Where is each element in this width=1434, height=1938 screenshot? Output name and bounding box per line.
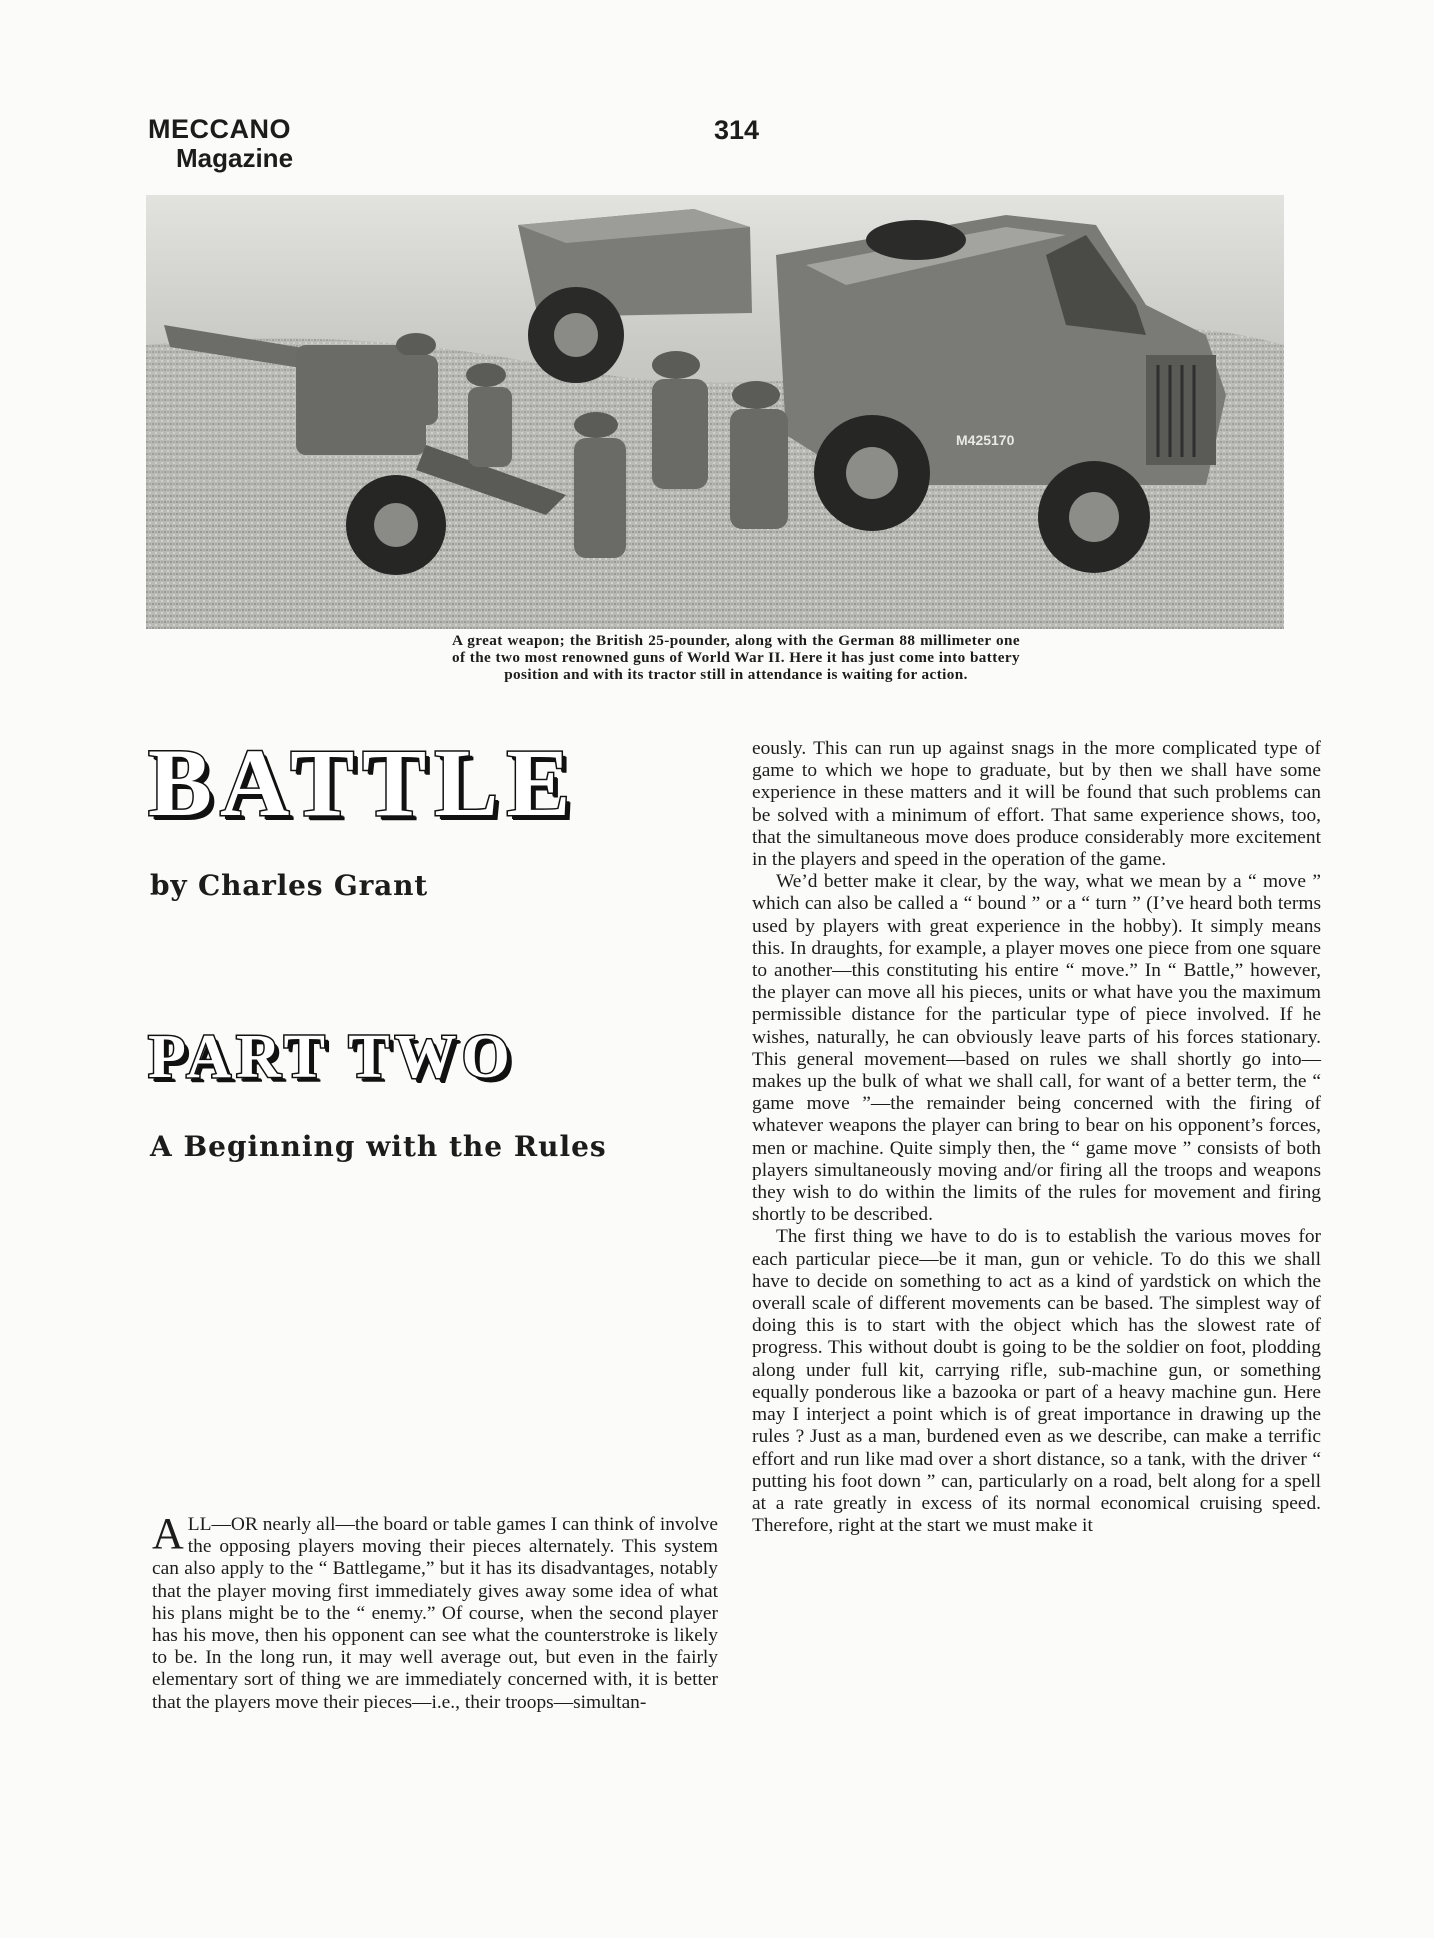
paragraph: We’d better make it clear, by the way, what we mean by a “ move ” which can also be called a “ bound ” or a “ turn ” (I’ve heard both terms used by players with great experience in the hobby). It simply means this. In draughts, for example, a player moves one piece from one square to another—this constituting his entire “ move.” In “ Battle,” however, the player can move all his pieces, units or what have you the maximum permissible distance for the particular type of piece involved. If he wishes, naturally, he can obviously leave parts of his forces stationary. This general movement—based on rules we shall shortly go into—makes up the bulk of what we shall call, for want of a better term, the “ game move ”—the remainder being concerned with the firing of whatever weapons the player can bring to bear on his opponent’s forces, men or machine. Quite simply then, the “ game move ” consists of both players simultaneously moving and/or firing all the troops and weapons they wish to do within the limits of the rules for movement and firing shortly to be described. [752, 871, 1321, 1226]
hero-photo [146, 195, 1284, 629]
left-column [152, 1509, 718, 1714]
paragraph: eously. This can run up against snags in the more complicated type of game to which we hope to graduate, but by then we shall have some experience in these matters and it will be found that such problems can be solved with a minimum of effort. That same experience shows, too, that the simultaneous move does produce considerably more excitement in the players and speed in the operation of the game. [752, 738, 1321, 871]
photo-caption: A great weapon; the British 25-pounder, along with the German 88 millimeter one of the two most renowned guns of World War II. Here it has just come into battery position and with its tractor still in attendance is waiting for action. [452, 632, 1020, 683]
article-title-block [148, 729, 579, 836]
paragraph: The first thing we have to do is to establish the various moves for each particular piece—be it man, gun or vehicle. To do this we shall have to decide on something to act as a kind of yardstick on which the overall scale of different movements can be based. The simplest way of doing this is to start with the object which has the slowest rate of progress. This without doubt is going to be the soldier on foot, plodding along under full kit, carrying rifle, sub-machine gun, or something equally ponderous like a bazooka or part of a heavy machine gun. Here may I interject a point which is of great importance in drawing up the rules ? Just as a man, burdened even as we describe, can make a terrific effort and run like mad over a short distance, so a tank, with the driver “ putting his foot down ” can, particularly on a road, belt along for a spell at a rate greatly in excess of its normal economical cruising speed. Therefore, right at the start we must make it [752, 1226, 1321, 1537]
article-subtitle: A Beginning with the Rules [150, 1130, 607, 1163]
drop-cap: A [152, 1509, 184, 1558]
masthead-meccano: MECCANO [148, 114, 291, 144]
toy-artillery-illustration [146, 195, 1284, 629]
masthead [148, 115, 293, 172]
vehicle-number: M425170 [956, 432, 1015, 448]
masthead-magazine: Magazine [176, 143, 294, 174]
article-title: BATTLE [148, 729, 579, 836]
right-column [752, 738, 1321, 1537]
opening-paragraph [152, 1509, 718, 1714]
byline: by Charles Grant [150, 869, 428, 902]
part-heading: PART TWO [148, 1023, 515, 1091]
page-number: 314 [714, 115, 760, 145]
opening-text: LL—OR nearly all—the board or table games I can think of involve the opposing players moving their pieces alternately. This system can also apply to the “ Battlegame,” but it has its disadvantages, notably that the player moving first immediately gives away some idea of what his plans might be to the “ enemy.” Of course, when the second player has his move, then his opponent can see what the counterstroke is likely to be. In the long run, it may well average out, but even in the fairly elementary sort of thing we are immediately concerned with, it is better that the players move their pieces—i.e., their troops—simultan- [152, 1514, 718, 1713]
